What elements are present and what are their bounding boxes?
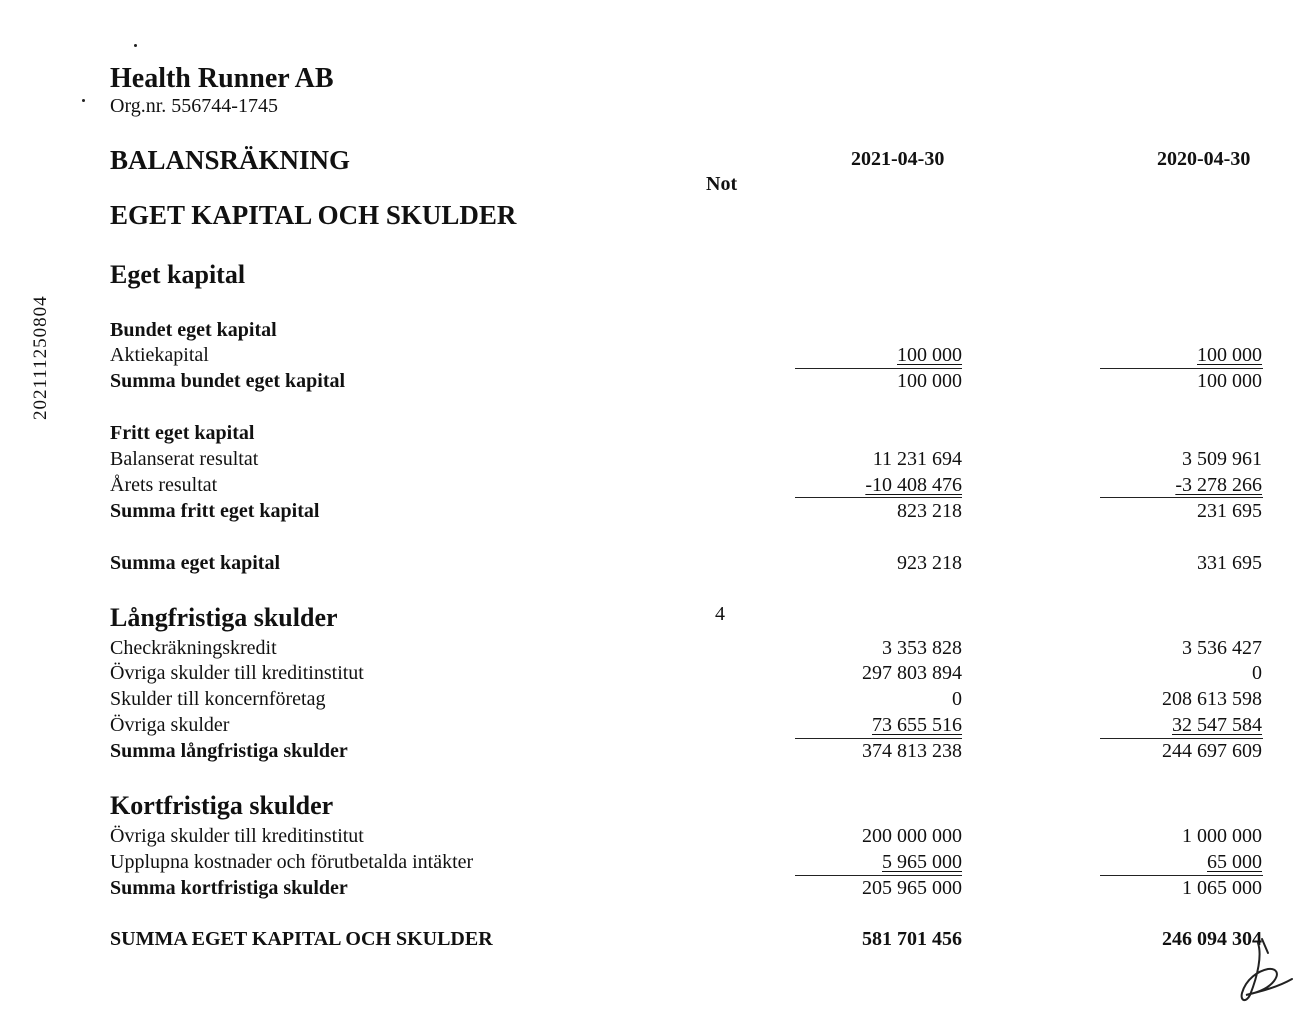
row-value-summa-lang-2020: 244 697 609 [1162, 740, 1262, 762]
row-value-summa-bundet-2021: 100 000 [897, 370, 962, 392]
row-value-summa-lang-2021: 374 813 238 [862, 740, 962, 762]
row-label-arets-resultat: Årets resultat [110, 474, 218, 496]
row-label-ovriga-kredit-kort: Övriga skulder till kreditinstitut [110, 825, 364, 847]
row-value-balanserat-2021: 11 231 694 [872, 448, 962, 470]
row-label-koncern: Skulder till koncernföretag [110, 688, 326, 710]
row-value-upplupna-2020: 65 000 [1207, 851, 1262, 873]
row-value-ovriga-skulder-2020: 32 547 584 [1172, 714, 1262, 736]
row-value-summa-fritt-2021: 823 218 [897, 500, 962, 522]
row-value-summa-kort-2021: 205 965 000 [862, 877, 962, 899]
underline-rule [795, 497, 962, 498]
column-header-year1: 2021-04-30 [851, 148, 945, 170]
row-value-arets-resultat-2020: -3 278 266 [1175, 474, 1262, 496]
row-value-summa-fritt-2020: 231 695 [1197, 500, 1262, 522]
row-value-ovriga-kredit-kort-2020: 1 000 000 [1182, 825, 1262, 847]
page-subtitle: EGET KAPITAL OCH SKULDER [110, 200, 517, 230]
row-value-ovriga-kredit-lang-2020: 0 [1252, 662, 1262, 684]
row-label-aktiekapital: Aktiekapital [110, 344, 209, 366]
row-value-checkrakning-2020: 3 536 427 [1182, 637, 1262, 659]
row-label-balanserat: Balanserat resultat [110, 448, 259, 470]
company-name: Health Runner AB [110, 63, 334, 94]
row-label-ovriga-kredit-lang: Övriga skulder till kreditinstitut [110, 662, 364, 684]
row-value-aktiekapital-2020: 100 000 [1197, 344, 1262, 366]
row-value-ovriga-kredit-lang-2021: 297 803 894 [862, 662, 962, 684]
row-value-summa-total-2021: 581 701 456 [862, 928, 962, 950]
row-value-summa-kort-2020: 1 065 000 [1182, 877, 1262, 899]
row-value-ovriga-kredit-kort-2021: 200 000 000 [862, 825, 962, 847]
row-label-summa-kort: Summa kortfristiga skulder [110, 877, 348, 899]
row-label-checkrakning: Checkräkningskredit [110, 637, 277, 659]
row-value-summa-eget-2020: 331 695 [1197, 552, 1262, 574]
scan-speck [134, 44, 137, 47]
row-value-koncern-2021: 0 [952, 688, 962, 710]
subsection-fritt: Fritt eget kapital [110, 422, 255, 444]
subsection-bundet: Bundet eget kapital [110, 319, 277, 341]
row-value-upplupna-2021: 5 965 000 [882, 851, 962, 873]
scan-speck [82, 99, 85, 102]
signature-initials [1228, 935, 1298, 1010]
row-value-arets-resultat-2021: -10 408 476 [865, 474, 962, 496]
row-value-balanserat-2020: 3 509 961 [1182, 448, 1262, 470]
column-header-year2: 2020-04-30 [1157, 148, 1251, 170]
row-label-summa-eget: Summa eget kapital [110, 552, 280, 574]
row-label-upplupna: Upplupna kostnader och förutbetalda intäkter [110, 851, 474, 873]
row-value-summa-total-2020: 246 094 304 [1162, 928, 1262, 950]
section-heading-eget-kapital: Eget kapital [110, 260, 246, 289]
page-title: BALANSRÄKNING [110, 145, 351, 175]
row-value-koncern-2020: 208 613 598 [1162, 688, 1262, 710]
row-label-summa-lang: Summa långfristiga skulder [110, 740, 348, 762]
underline-rule [1100, 497, 1263, 498]
row-value-summa-eget-2021: 923 218 [897, 552, 962, 574]
note-reference: 4 [715, 603, 725, 625]
row-label-summa-bundet: Summa bundet eget kapital [110, 370, 346, 392]
column-header-note: Not [706, 173, 738, 195]
row-label-ovriga-skulder: Övriga skulder [110, 714, 230, 736]
row-label-summa-total: SUMMA EGET KAPITAL OCH SKULDER [110, 928, 493, 950]
section-heading-kortfristiga: Kortfristiga skulder [110, 791, 334, 820]
row-value-summa-bundet-2020: 100 000 [1197, 370, 1262, 392]
row-label-summa-fritt: Summa fritt eget kapital [110, 500, 320, 522]
side-document-code: 202111250804 [30, 295, 51, 420]
org-number: Org.nr. 556744-1745 [110, 95, 278, 117]
row-value-ovriga-skulder-2021: 73 655 516 [872, 714, 962, 736]
section-heading-langfristiga: Långfristiga skulder [110, 603, 338, 632]
row-value-checkrakning-2021: 3 353 828 [882, 637, 962, 659]
row-value-aktiekapital-2021: 100 000 [897, 344, 962, 366]
